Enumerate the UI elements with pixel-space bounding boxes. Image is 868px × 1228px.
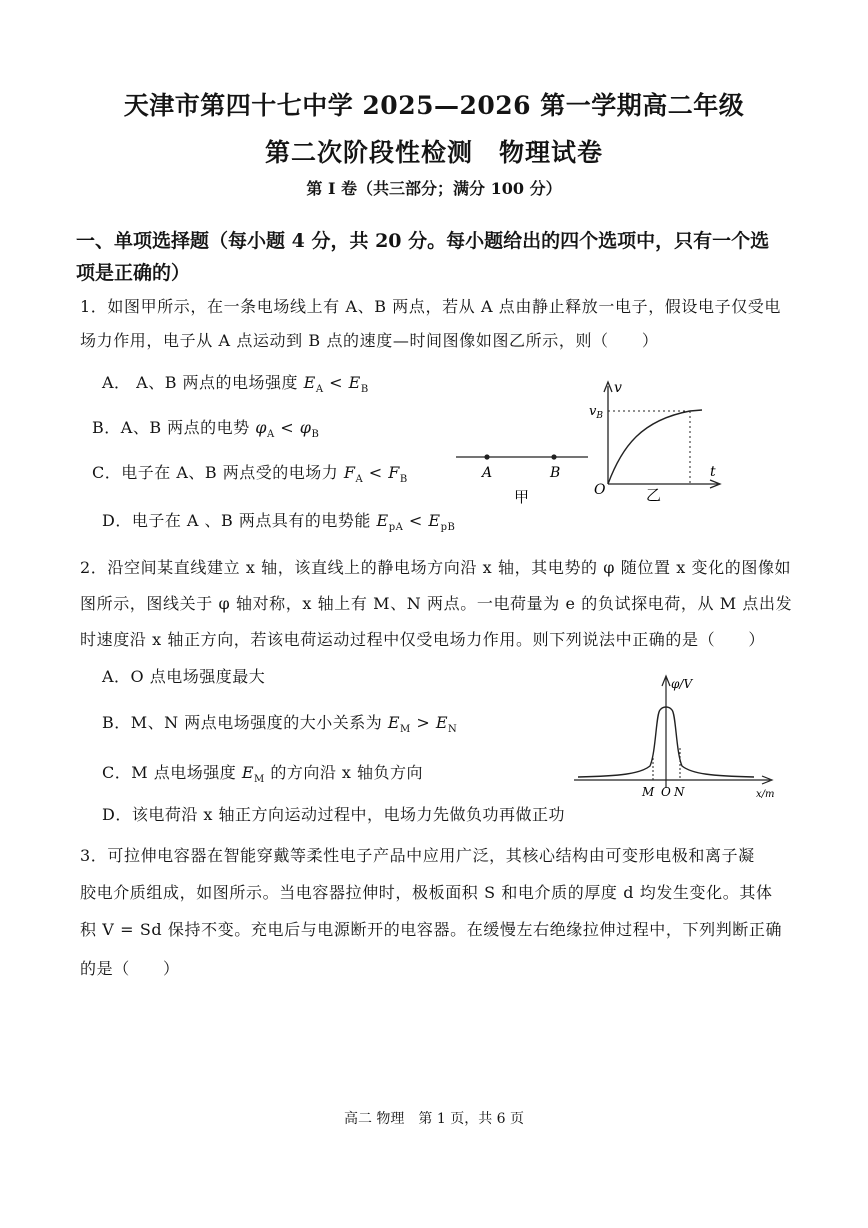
q3-stem-line1: 3．可拉伸电容器在智能穿戴等柔性电子产品中应用广泛，其核心结构由可变形电极和离子凝 — [80, 846, 755, 865]
q1-figure-yi — [580, 376, 730, 506]
q3-stem-line4: 的是（ ） — [80, 959, 180, 978]
exam-title-line2: 第二次阶段性检测 物理试卷 — [264, 138, 603, 167]
exam-title-line1: 天津市第四十七中学 2025—2026 第一学期高二年级 — [123, 91, 745, 120]
m-point-label: M — [642, 785, 655, 799]
point-b-label: B — [550, 465, 561, 481]
point-a-label: A — [482, 465, 493, 481]
q2-option-b: B．M、N 两点电场强度的大小关系为 $E_M > E_N$ — [102, 713, 458, 736]
q2-option-d: D．该电荷沿 x 轴正方向运动过程中，电场力先做负功再做正功 — [102, 805, 566, 824]
phi-axis-label: φ/V — [671, 677, 693, 691]
q1-option-b: B．A、B 两点的电势 $\varphi_A < \varphi_B$ — [92, 418, 320, 441]
q3-stem-line3: 积 V = Sd 保持不变。充电后与电源断开的电容器。在缓慢左右绝缘拉伸过程中，下列判断正确 — [80, 920, 783, 939]
v-axis-label: v — [614, 380, 622, 396]
origin-label: O — [594, 482, 606, 498]
figure-yi-caption: 乙 — [646, 486, 662, 504]
velocity-curve — [608, 410, 702, 484]
o-point-label: O — [661, 785, 671, 799]
q2-stem-line3: 时速度沿 x 轴正方向，若该电荷运动过程中仅受电场力作用。则下列说法中正确的是（ ） — [80, 630, 765, 649]
exam-subtitle: 第 I 卷（共三部分；满分 100 分） — [306, 179, 562, 198]
q1-stem-line2: 场力作用，电子从 A 点运动到 B 点的速度—时间图像如图乙所示，则（ ） — [80, 331, 659, 350]
q1-option-a: A． A、B 两点的电场强度 $E_A < E_B$ — [102, 373, 369, 396]
section-heading-line1: 一、单项选择题（每小题 4 分，共 20 分。每小题给出的四个选项中，只有一个选 — [76, 230, 770, 252]
q2-option-a: A．O 点电场强度最大 — [102, 667, 266, 686]
section-heading-line2: 项是正确的） — [76, 262, 191, 284]
q1-option-c: C．电子在 A、B 两点受的电场力 $F_A < F_B$ — [92, 463, 408, 486]
q2-option-c: C．M 点电场强度 $E_M$ 的方向沿 x 轴负方向 — [102, 763, 424, 786]
q2-stem-line2: 图所示，图线关于 φ 轴对称，x 轴上有 M、N 两点。一电荷量为 e 的负试探电荷，从 M 点出发 — [80, 594, 793, 613]
vb-label: $v_B$ — [589, 404, 603, 421]
page-footer: 高二 物理 第 1 页，共 6 页 — [343, 1111, 525, 1127]
figure-jia-caption: 甲 — [514, 488, 530, 506]
q1-option-d: D．电子在 A 、B 两点具有的电势能 $E_{pA} < E_{pB}$ — [102, 511, 456, 534]
q2-phi-x-figure — [570, 670, 785, 805]
q1-figure-jia — [450, 440, 600, 510]
x-axis-label: x/m — [756, 789, 775, 800]
q3-stem-line2: 胶电介质组成，如图所示。当电容器拉伸时，极板面积 S 和电介质的厚度 d 均发生变化。其体 — [80, 883, 773, 902]
t-axis-label: t — [710, 464, 716, 480]
q2-stem-line1: 2．沿空间某直线建立 x 轴，该直线上的静电场方向沿 x 轴，其电势的 φ 随位置 x 变化的图像如 — [80, 558, 792, 577]
n-point-label: N — [674, 785, 685, 799]
q1-stem-line1: 1．如图甲所示，在一条电场线上有 A、B 两点，若从 A 点由静止释放一电子，假设电子仅受电 — [80, 297, 781, 316]
point-a-dot — [484, 454, 489, 459]
point-b-dot — [551, 454, 556, 459]
